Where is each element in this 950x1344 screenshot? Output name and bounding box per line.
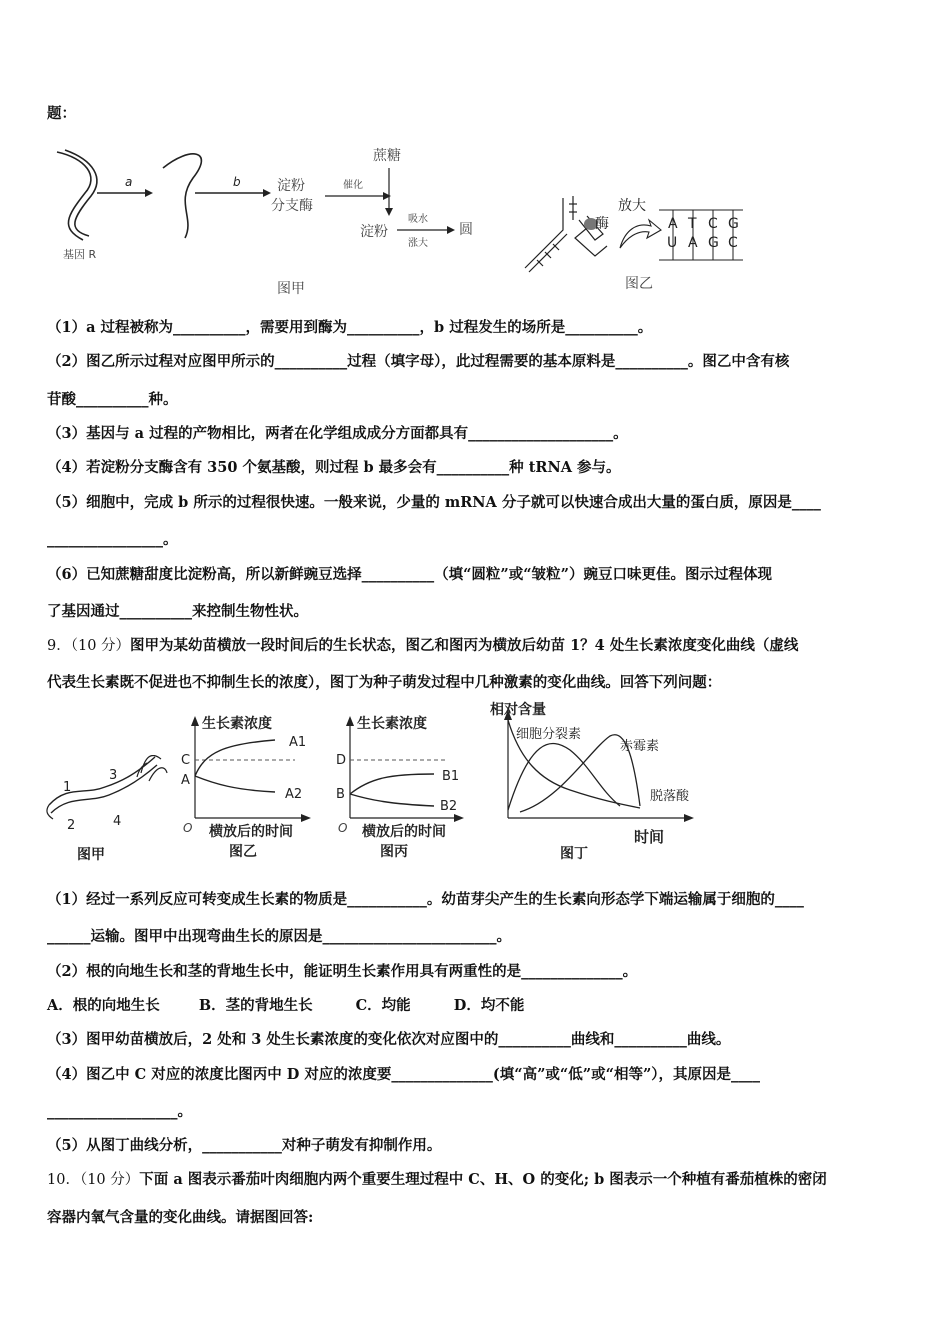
bing-y-label: 生长素浓度 xyxy=(357,716,427,732)
ding-label-gibberellin: 赤霉素 xyxy=(620,739,660,754)
q8-part5-line2: ________________。 xyxy=(47,531,178,548)
figure-auxin-bing xyxy=(330,712,470,864)
dna-base: A xyxy=(668,216,678,232)
arrow-catalyze-head xyxy=(383,192,391,200)
process-b-label: b xyxy=(233,175,241,189)
ding-label-aba: 脱落酸 xyxy=(650,789,690,804)
bing-label-b2: B2 xyxy=(440,799,458,814)
q8-part6-line1: （6）已知蔗糖甜度比淀粉高，所以新鲜豌豆选择__________（填“圆粒”或“皱粒”）豌豆口味更佳。图示过程体现 xyxy=(47,566,772,583)
label-1: 1 xyxy=(63,780,72,795)
q9-part3: （3）图甲幼苗横放后，2 处和 3 处生长素浓度的变化依次对应图中的__________曲线和__________曲线。 xyxy=(47,1031,731,1048)
yi-x-arrow xyxy=(301,814,311,822)
rna-base: G xyxy=(708,235,719,251)
ding-y-label: 相对含量 xyxy=(490,702,546,718)
yi-label-a2: A2 xyxy=(285,787,303,802)
swell-label: 涨大 xyxy=(408,238,428,249)
bing-y-arrow xyxy=(346,716,354,726)
gene-label: 基因 R xyxy=(63,248,97,261)
base-pair-lines xyxy=(673,210,733,260)
q8-part2-line1: （2）图乙所示过程对应图甲所示的__________过程（填字母），此过程需要的基本原料是__________。图乙中含有核 xyxy=(47,353,790,370)
catalyze-label: 催化 xyxy=(343,180,363,191)
q8-part3: （3）基因与 a 过程的产物相比，两者在化学组成成分方面都具有____________________。 xyxy=(47,425,628,442)
q9-part4-line1: （4）图乙中 C 对应的浓度比图丙中 D 对应的浓度要______________(填“高”或“低”或“相等”），其原因是____ xyxy=(47,1066,761,1083)
enzyme-label-2: 分支酶 xyxy=(271,198,313,214)
q8-part1: （1）a 过程被称为__________，需要用到酶为__________，b 过程发生的场所是__________。 xyxy=(47,319,653,336)
q9-number: 9．（10 分） xyxy=(47,638,131,654)
bing-origin: O xyxy=(338,821,348,835)
rna-base: C xyxy=(728,235,738,251)
yi-x-label: 横放后的时间 xyxy=(209,824,293,840)
yi-label-a: A xyxy=(181,773,190,788)
caption-ding: 图丁 xyxy=(560,846,588,862)
starch-label: 淀粉 xyxy=(360,224,388,240)
q9-stem-line2: 代表生长素既不促进也不抑制生长的浓度），图丁为种子萌发过程中几种激素的变化曲线。回答下列问题： xyxy=(47,674,722,691)
option-c[interactable]: C．均能 xyxy=(355,997,411,1014)
yi-y-arrow xyxy=(191,716,199,726)
figure-hormones-ding xyxy=(490,700,705,865)
ding-label-cytokinin: 细胞分裂素 xyxy=(516,727,582,742)
bing-label-b1: B1 xyxy=(442,769,460,784)
figure-gene-expression xyxy=(45,138,515,298)
q9-options xyxy=(47,996,524,1016)
figure-seedling xyxy=(45,755,170,865)
q9-part1-line2: ______运输。图甲中出现弯曲生长的原因是________________________。 xyxy=(47,928,511,945)
q8-part6-line2: 了基因通过__________来控制生物性状。 xyxy=(47,603,308,620)
option-b[interactable]: B．茎的背地生长 xyxy=(198,997,313,1014)
dna-base: G xyxy=(728,216,739,232)
round-label: 圆 xyxy=(459,222,473,238)
arrow-b-head xyxy=(263,189,271,197)
q8-part5-line1: （5）细胞中，完成 b 所示的过程很快速。一般来说，少量的 mRNA 分子就可以快速合成出大量的蛋白质，原因是____ xyxy=(47,494,821,511)
q10-stem-line1 xyxy=(47,1170,827,1190)
figure-translation xyxy=(515,190,755,300)
arrow-sucrose-head xyxy=(385,208,393,216)
q9-part2: （2）根的向地生长和茎的背地生长中，能证明生长素作用具有两重性的是______________。 xyxy=(47,963,638,980)
option-d[interactable]: D．均不能 xyxy=(453,997,525,1014)
label-4: 4 xyxy=(113,814,122,829)
bing-x-label: 横放后的时间 xyxy=(362,824,446,840)
page-fragment-label: 题： xyxy=(47,105,76,122)
caption-yi: 图乙 xyxy=(625,276,653,292)
q9-part5: （5）从图丁曲线分析，___________对种子萌发有抑制作用。 xyxy=(47,1137,442,1154)
rna-base: U xyxy=(667,235,678,251)
bing-curve-b1 xyxy=(350,774,434,794)
q8-part4: （4）若淀粉分支酶含有 350 个氨基酸，则过程 b 最多会有__________种 tRNA 参与。 xyxy=(47,459,621,476)
ding-x-label: 时间 xyxy=(634,828,665,846)
bing-curve-b2 xyxy=(350,794,434,806)
caption-bing: 图丙 xyxy=(380,844,408,860)
q10-stem-line2: 容器内氧气含量的变化曲线。请据图回答: xyxy=(47,1209,314,1226)
enzyme-label: 酶 xyxy=(595,216,609,232)
q9-part4-line2: __________________。 xyxy=(47,1103,192,1120)
caption-jia: 图甲 xyxy=(277,281,305,297)
process-a-label: a xyxy=(125,175,133,189)
ribosome-trna xyxy=(525,196,607,272)
q9-part1-line1: （1）经过一系列反应可转变成生长素的物质是___________。幼苗芽尖产生的生长素向形态学下端运输属于细胞的____ xyxy=(47,891,804,908)
q8-part2-line2: 苷酸__________种。 xyxy=(47,391,178,408)
yi-curve-a2 xyxy=(195,776,275,792)
magnify-arrow xyxy=(620,220,661,248)
mrna-strand xyxy=(163,154,201,238)
option-a[interactable]: A．根的向地生长 xyxy=(47,997,160,1014)
gene-r-helix xyxy=(57,150,97,240)
rna-base: A xyxy=(688,235,698,251)
q10-number: 10．（10 分） xyxy=(47,1172,140,1188)
caption-jia: 图甲 xyxy=(77,847,105,863)
enzyme-label-1: 淀粉 xyxy=(277,178,305,194)
caption-yi: 图乙 xyxy=(229,844,257,860)
yi-label-a1: A1 xyxy=(289,735,307,750)
label-2: 2 xyxy=(67,818,76,833)
arrow-absorb-head xyxy=(447,226,455,234)
dna-base: T xyxy=(688,216,697,232)
yi-label-c: C xyxy=(181,753,191,768)
label-3: 3 xyxy=(109,768,118,783)
yi-origin: O xyxy=(183,821,193,835)
magnify-label: 放大 xyxy=(618,198,646,214)
arrow-a-head xyxy=(145,189,153,197)
bing-x-arrow xyxy=(454,814,464,822)
q10-stem-text1: 下面 a 图表示番茄叶肉细胞内两个重要生理过程中 C、H、O 的变化; b 图表示一个种植有番茄植株的密闭 xyxy=(139,1171,827,1188)
q9-stem-text1: 图甲为某幼苗横放一段时间后的生长状态，图乙和图丙为横放后幼苗 1？4 处生长素浓度变化曲线（虚线 xyxy=(130,637,799,654)
yi-curve-a1 xyxy=(195,740,275,776)
bing-label-d: D xyxy=(336,753,347,768)
absorb-label: 吸水 xyxy=(408,214,428,225)
figure-auxin-yi xyxy=(175,712,320,864)
bing-label-b: B xyxy=(336,787,345,802)
q9-stem-line1 xyxy=(47,636,798,656)
dna-base: C xyxy=(708,216,718,232)
sucrose-label: 蔗糖 xyxy=(373,148,401,164)
ding-x-arrow xyxy=(684,814,694,822)
yi-y-label: 生长素浓度 xyxy=(202,716,272,732)
